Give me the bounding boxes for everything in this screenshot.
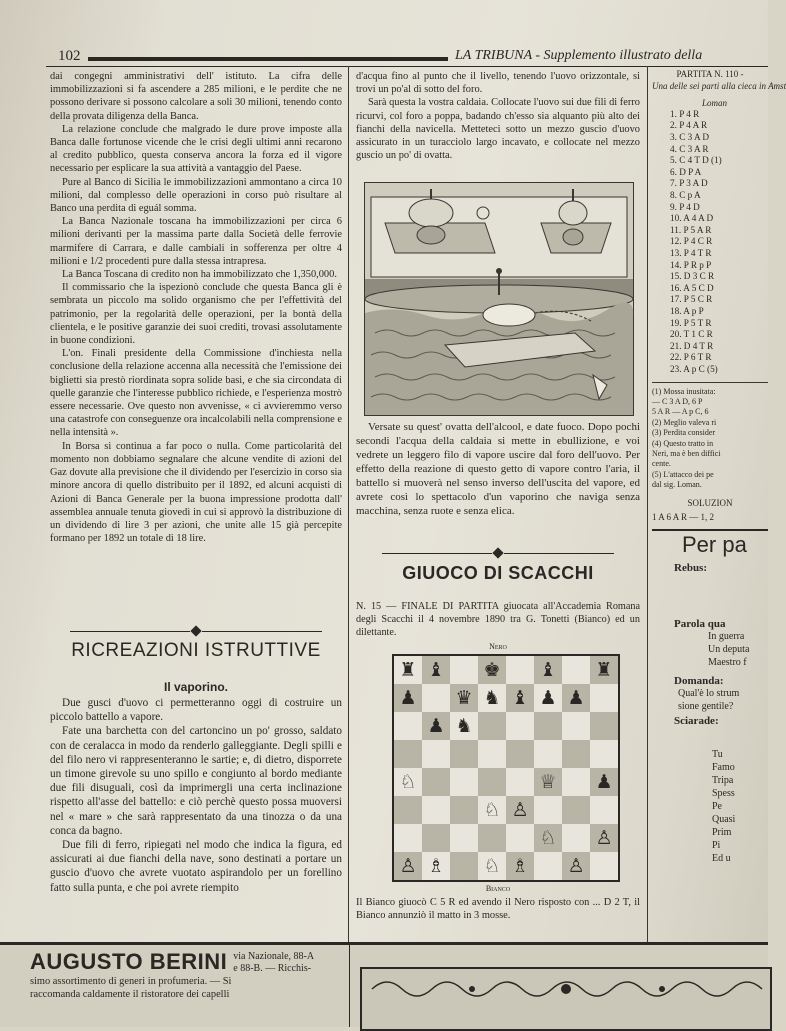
soluzioni-heading: SOLUZION [687, 497, 733, 508]
board-square [534, 852, 562, 880]
note-line: (5) L'attacco dei pe [652, 469, 714, 479]
board-square: ♘ [534, 824, 562, 852]
puzzle-line: Tripa [712, 774, 734, 786]
header-underline [46, 66, 768, 67]
board-square: ♟ [394, 684, 422, 712]
paragraph: Sarà questa la vostra caldaia. Collocate l'uovo sui due fili di ferro ricurvi, col foro a poppa, badando ch'esso sia alquanto più alto dei fianchi della navicella. Metteteci sotto un mezzo guscio d'uovo assicurato in un turacciolo largo incavato, e collocate nel mezzo guscio un po' di ovatta. [356, 97, 640, 162]
ad-line: e 88-B. — Ricchis- [233, 963, 312, 974]
column-3 [652, 68, 786, 940]
moves-list [670, 109, 768, 376]
steamboat-drawing [365, 183, 633, 415]
move-line: 9. P 4 D [670, 201, 700, 212]
paragraph: Pure al Banco di Sicilia le immobilizzazioni ammontano a circa 10 milioni, dal complesso delle operazioni in corso può risultare al Banco una perdita di eguál somma. [50, 176, 342, 215]
board-square: ♟ [534, 684, 562, 712]
note-line: cente. [652, 459, 671, 469]
chess-solution-note: Il Bianco giuocò C 5 R ed avendo il Nero risposto con ... D 2 T, il Bianco annunziò il matto in 3 mosse. [356, 897, 640, 921]
note-line: (2) Meglio valeva ri [652, 417, 717, 427]
board-square [478, 824, 506, 852]
move-line: 13. P 4 T R [670, 248, 712, 259]
note-line: (4) Questo tratto in [652, 438, 714, 448]
paragraph: Versate su quest' ovatta dell'alcool, e date fuoco. Dopo pochi secondi l'acqua della caldaia si mette in ebullizione, e voi vedrete un leggero filo di vapore uscire dal foro dell'uovo. Per effetto della reazione di questo getto di vapore contro l'aria, il battello si muoverà nel senso inverso dell'uscita del vapore, ed avrete così lo spettacolo d'un vaporino che naviga senza macchina, senza ruote e senza elica. [356, 421, 640, 517]
note-line: dal sig. Loman. [652, 480, 702, 490]
board-square: ♗ [422, 852, 450, 880]
paragraph: La Banca Toscana di credito non ha immobilizzato che 1,350,000. [62, 269, 337, 281]
column-divider-2 [647, 66, 648, 942]
board-square [450, 824, 478, 852]
ad-company-name: AUGUSTO BERINI [30, 949, 228, 974]
board-square [422, 684, 450, 712]
board-square: ♙ [590, 824, 618, 852]
board-square [506, 824, 534, 852]
paragraph: In Borsa si continua a far poco o nulla. Come particolarità del momento non dobbiamo segnalare che alcune vendite di azioni del Gaz dovute alla previsione che il dividendo per l'esercizio in corso sia minore ancora di quello distribuito per il 1892, ed alcuni acquisti di Azioni di Banca Generale per la buona impressione prodotta dall' assemblea annuale tenuta giovedì in cui si approvò la distribuzione di un dividendo di lire 3 per azioni, che unite alle 15 già percepite formano per 1892 un totale di 18 lire. [50, 440, 342, 545]
note-line: (1) Mossa inusitata: [652, 386, 716, 396]
chess-intro: N. 15 — FINALE DI PARTITA giuocata all'Accademia Romana degli Scacchi il 4 novembre 1890 tra G. Tonetti (Bianco) ed un dilettante. [356, 601, 640, 638]
puzzle-line: sione gentile? [678, 701, 734, 713]
move-line: 7. P 3 A D [670, 178, 708, 189]
ad-divider [349, 945, 350, 1027]
move-line: 3. C 3 A D [670, 132, 710, 143]
vaporino-article [50, 696, 342, 940]
parola-label: Parola qua [674, 617, 726, 630]
puzzle-line: Spess [712, 787, 735, 799]
label-black: Nero [489, 642, 507, 651]
board-square [478, 740, 506, 768]
board-square [394, 712, 422, 740]
board-square: ♝ [534, 656, 562, 684]
rule [652, 529, 768, 531]
move-line: 6. D P A [670, 166, 702, 177]
board-square [478, 712, 506, 740]
rebus-label: Rebus: [674, 561, 708, 574]
ornament-scroll [362, 969, 770, 1009]
paragraph: La Banca Nazionale toscana ha immobilizzazioni per circa 6 milioni derivanti per la massima parte dalla Società delle ferrovie marmifere di Carrara, e dalle cambiali in sofferenza per oltre 4 milioni e 1/2 procedenti pure dalla stessa intrapresa. [50, 216, 342, 267]
board-square [534, 740, 562, 768]
board-square [506, 740, 534, 768]
masthead-title: LA TRIBUNA - Supplemento illustrato della [455, 48, 703, 63]
puzzle-line: Un deputa [708, 644, 750, 656]
board-square [590, 712, 618, 740]
board-square: ♙ [506, 796, 534, 824]
board-square [534, 712, 562, 740]
ad-line: via Nazionale, 88-A [233, 951, 315, 962]
domanda-label: Domanda: [674, 675, 724, 688]
notes-divider [652, 382, 768, 383]
board-square [450, 768, 478, 796]
column-2-text-bottom [356, 420, 640, 544]
sciarade-label: Sciarade: [674, 715, 719, 728]
paragraph: Due fili di ferro, ripiegati nel modo che indica la figura, ed assicurati ai due fianchi della nave, sono destinati a portare un guscio d'uovo che avrete vuotato aspirandolo per un forellino fatto sulla punta, e che poi avrete riempito [50, 839, 342, 894]
board-square [422, 796, 450, 824]
move-line: 15. D 3 C R [670, 271, 715, 282]
board-square [562, 656, 590, 684]
board-square: ♞ [450, 712, 478, 740]
move-line: 21. D 4 T R [670, 340, 714, 351]
board-square [422, 768, 450, 796]
board-square [590, 684, 618, 712]
board-square [562, 796, 590, 824]
board-square [590, 796, 618, 824]
note-line: 5 A R — A p C, 6 [652, 407, 709, 417]
column-2-text-top [356, 70, 640, 178]
board-square [450, 796, 478, 824]
board-square [590, 852, 618, 880]
move-line: 20. T 1 C R [670, 329, 713, 340]
board-square [534, 796, 562, 824]
puzzle-line: Maestro f [708, 657, 747, 669]
per-passatempo-title: Per pa [682, 532, 747, 558]
column-divider-1 [348, 66, 349, 942]
puzzle-line: In guerra [708, 631, 745, 643]
board-square: ♗ [506, 852, 534, 880]
board-square: ♟ [562, 684, 590, 712]
partita-heading: PARTITA N. 110 - [676, 69, 744, 79]
board-square: ♟ [422, 712, 450, 740]
section-title-ricreazioni: RICREAZIONI ISTRUTTIVE [71, 640, 321, 661]
note-line: — C 3 A D, 6 P [652, 396, 703, 406]
move-line: 16. A 5 C D [670, 282, 714, 293]
puzzle-line: Quasi [712, 813, 736, 825]
advertisement-bar [0, 942, 768, 1027]
partita-subtitle: Una delle sei parti alla cieca in Amst [652, 81, 786, 92]
label-white: Bianco [485, 884, 511, 893]
move-line: 14. P R p P [670, 259, 712, 270]
board-square [562, 768, 590, 796]
move-line: 10. A 4 A D [670, 213, 714, 224]
puzzle-line: Prim [712, 826, 732, 838]
board-square: ♝ [506, 684, 534, 712]
board-square: ♙ [562, 852, 590, 880]
move-line: 1. P 4 R [670, 108, 700, 119]
paragraph: Il commissario che la ispezionò conclude che questa Banca gli è sembrata un piccolo ma solido organismo che per l'effettività del patrimonio, per la regolarità delle operazioni, per la bontà della clientela, e le positive garanzie dei suoi crediti, trovasi assolutamente in buone condizioni. [50, 282, 342, 347]
puzzle-line: Pe [712, 800, 722, 812]
article-subtitle: Il vaporino. [163, 680, 228, 694]
notes-list [652, 387, 768, 491]
puzzle-line: Tu [712, 748, 723, 760]
paragraph: L'on. Finali presidente della Commissione d'inchiesta nella conclusione della relazione accenna alla necessità che l'emissione dei biglietti sia prestò riordinata sopra solide basi, e che sia circondata di quelle garanzie che l'interesse pubblico richiede, e l'esperienza mostrò essere necessarie. Ove questo non avvenisse, « ci avvieremmo verso una catastrofe con conseguenze ora incalcolabili nella comprensione e nella intensità ». [50, 348, 342, 439]
paragraph: Fate una barchetta con del cartoncino un po' grosso, saldato con de ceralacca in modo da renderlo galleggiante. Degli spilli e del filo nero vi rappresenteranno le sartie; e, di dietro, disporrete un timone girevole su uno spillo e congiunto al bordo mediante due fili disuguali, così da imprimergli una certa inclinazione rispetto all'asse del battello: e ciò perchè questo possa muoversi nel « mare » che sarà rappresentato da una tinozza o da una conca da bagno. [50, 725, 342, 837]
steamboat-illustration [364, 182, 634, 416]
paragraph: Due gusci d'uovo ci permetteranno oggi di costruire un piccolo battello a vapore. [50, 697, 342, 724]
move-line: 23. A p C (5) [670, 363, 718, 374]
board-square [422, 824, 450, 852]
board-square: ♕ [534, 768, 562, 796]
board-square [394, 824, 422, 852]
puzzle-line: Qual'è lo strum [678, 688, 740, 700]
puzzle-line: Ed u [712, 852, 731, 864]
paragraph: dai congegni amministrativi dell' istituto. La cifra delle immobilizzazioni si fa ascendere a 285 milioni, e le perdite che ne possono derivare si possono calcolare a soli 30 milioni, tenendo conto della provata diligenza della Banca. [50, 71, 342, 122]
board-square [506, 768, 534, 796]
ad-line: raccomanda caldamente il ristoratore dei capelli [30, 989, 230, 1000]
board-square: ♛ [450, 684, 478, 712]
board-square: ♘ [394, 768, 422, 796]
board-square [450, 656, 478, 684]
soluzioni-line: 1 A 6 A R — 1, 2 [652, 511, 715, 522]
board-square [450, 740, 478, 768]
move-line: 22. P 6 T R [670, 352, 712, 363]
move-line: 4. C 3 A R [670, 143, 709, 154]
ad-line: simo assortimento di generi in profumeria. — Si [30, 976, 232, 987]
board-square [422, 740, 450, 768]
note-line: Neri, ma è ben diffici [652, 448, 721, 458]
ad-berini [30, 949, 348, 1025]
board-square: ♚ [478, 656, 506, 684]
section-title-scacchi: GIUOCO DI SCACCHI [402, 563, 594, 583]
board-square [450, 852, 478, 880]
board-square: ♞ [478, 684, 506, 712]
board-square: ♟ [590, 768, 618, 796]
board-square [394, 796, 422, 824]
board-square: ♘ [478, 796, 506, 824]
move-line: 11. P 5 A R [670, 224, 712, 235]
domanda-lines [678, 687, 768, 713]
board-square: ♘ [478, 852, 506, 880]
note-line: (3) Perdita consider [652, 428, 716, 438]
page-number: 102 [58, 48, 81, 64]
puzzle-line: Famo [712, 761, 735, 773]
board-square [394, 740, 422, 768]
move-line: 2. P 4 A R [670, 120, 708, 131]
chess-diagram [392, 654, 620, 882]
chess-board [392, 654, 620, 882]
move-line: 12. P 4 C R [670, 236, 713, 247]
header-rule [88, 57, 448, 61]
board-square [506, 656, 534, 684]
move-line: 18. A p P [670, 305, 704, 316]
player-name: Loman [702, 97, 728, 108]
sciarade-lines [712, 748, 768, 865]
parola-lines [708, 630, 768, 669]
board-square [478, 768, 506, 796]
board-square [562, 712, 590, 740]
move-line: 8. C p A [670, 190, 701, 201]
decorative-frame [360, 967, 772, 1031]
board-square: ♝ [422, 656, 450, 684]
section-ornament [50, 626, 342, 636]
ad-address [233, 951, 314, 975]
column-1-article [50, 70, 342, 622]
board-square [590, 740, 618, 768]
board-square: ♜ [590, 656, 618, 684]
board-square [562, 740, 590, 768]
move-line: 17. P 5 C R [670, 294, 713, 305]
puzzle-line: Pi [712, 839, 721, 851]
board-square [506, 712, 534, 740]
board-square [562, 824, 590, 852]
section-ornament [356, 548, 640, 558]
move-line: 5. C 4 T D (1) [670, 155, 722, 166]
paragraph: La relazione conclude che malgrado le dure prove imposte alla Banca dalle fortunose vicende che le crisi degli ultimi anni recarono al credito pubblico, questa conserva ancora la forza ed il vigore necessario per esplicare la sua attività a vantaggio del Paese. [50, 123, 342, 175]
move-line: 19. P 5 T R [670, 317, 712, 328]
board-square: ♜ [394, 656, 422, 684]
board-square: ♙ [394, 852, 422, 880]
paragraph: d'acqua fino al punto che il livello, tenendo l'uovo orizzontale, si trovi un po'al di sotto del foro. [356, 71, 640, 96]
